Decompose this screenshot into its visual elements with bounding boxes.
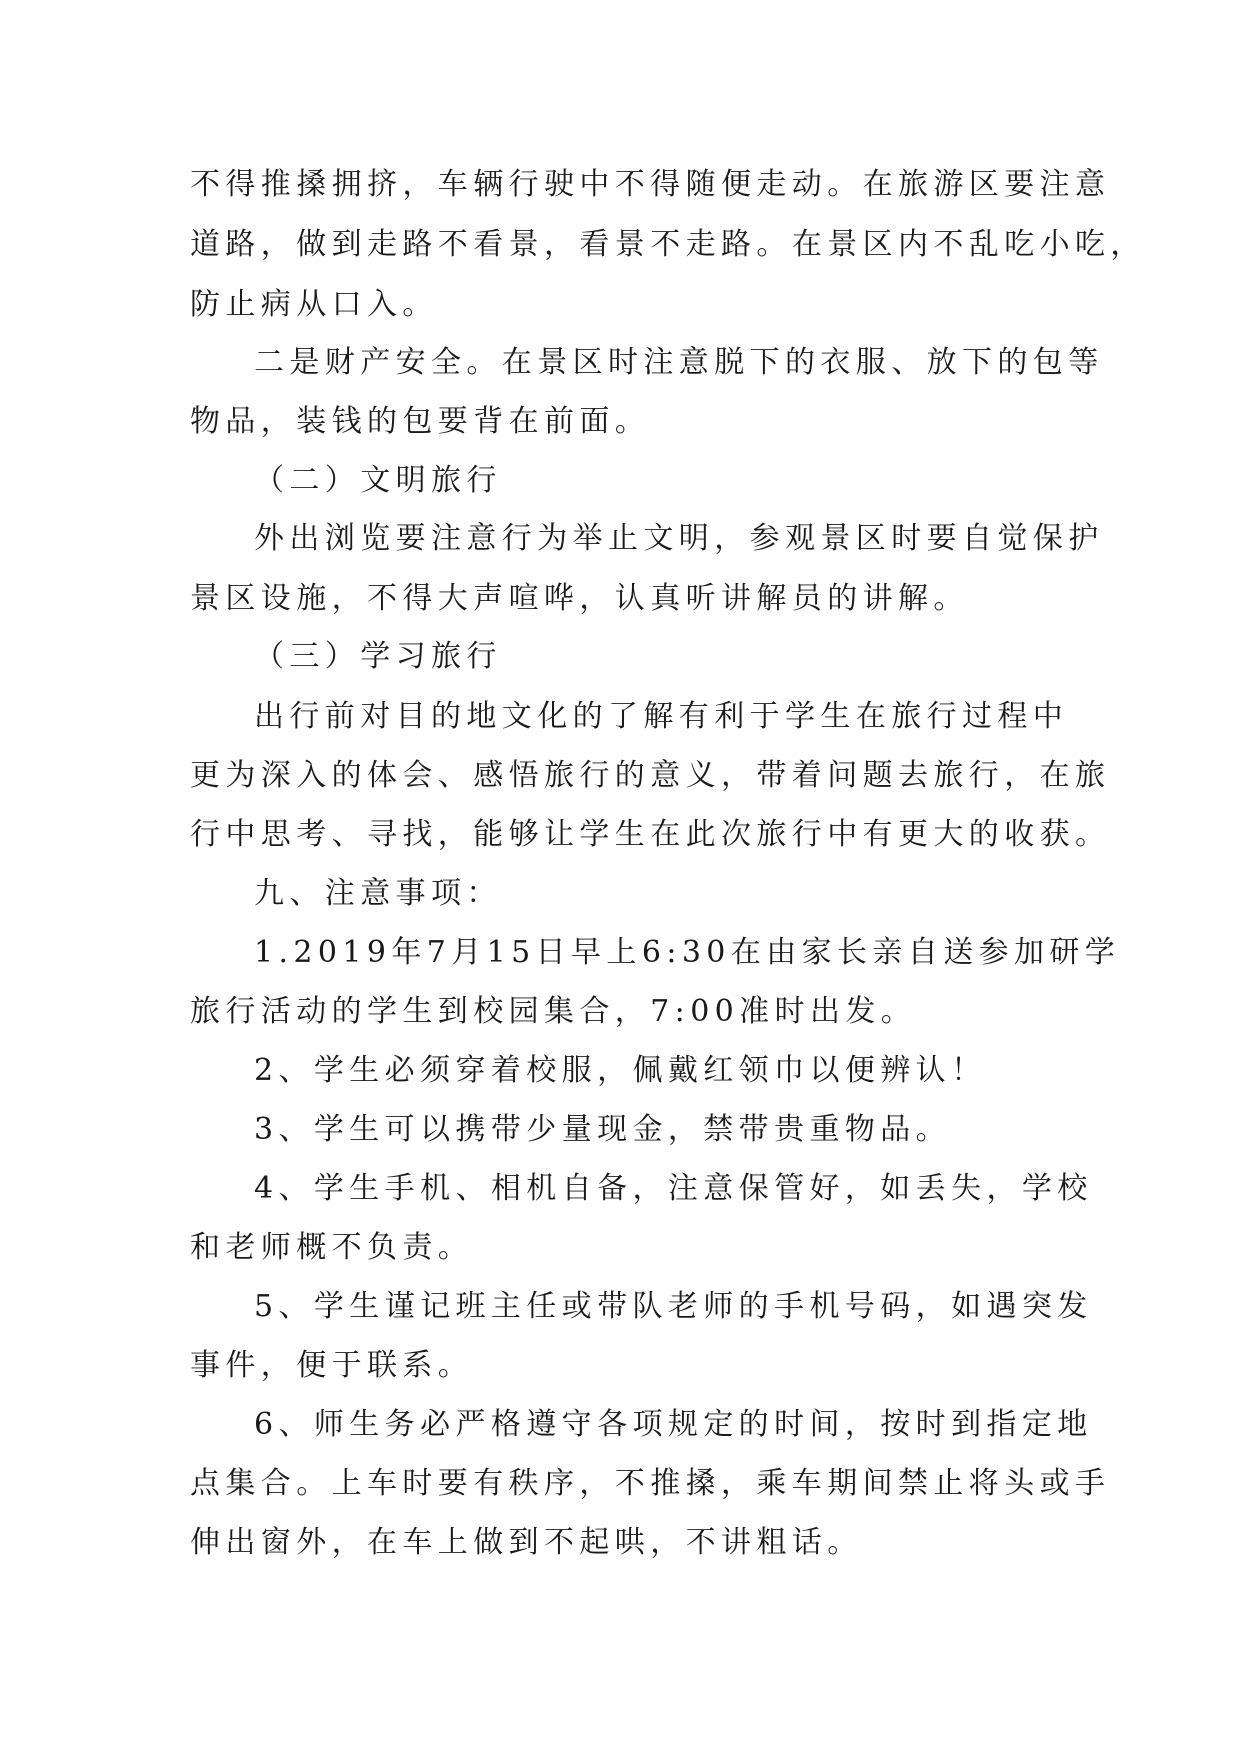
text-line: 防止病从口入。 [190,287,438,322]
list-item-line: 5、学生谨记班主任或带队老师的手机号码，如遇突发 [254,1289,1093,1324]
text-line: 伸出窗外，在车上做到不起哄，不讲粗话。 [190,1525,863,1560]
list-item-line: 3、学生可以携带少量现金，禁带贵重物品。 [254,1112,952,1147]
section-heading: 九、注意事项： [254,876,502,911]
section-heading: （二）文明旅行 [254,463,502,498]
paragraph-line: 出行前对目的地文化的了解有利于学生在旅行过程中 [254,699,1069,734]
list-item-line: 4、学生手机、相机自备，注意保管好，如丢失，学校 [254,1171,1093,1206]
list-item-line: 2、学生必须穿着校服，佩戴红领巾以便辨认！ [254,1053,987,1088]
text-line: 点集合。上车时要有秩序，不推搡，乘车期间禁止将头或手 [190,1466,1111,1501]
paragraph-line: 二是财产安全。在景区时注意脱下的衣服、放下的包等 [254,345,1104,380]
text-line: 旅行活动的学生到校园集合，7:00准时出发。 [190,994,917,1029]
text-line: 行中思考、寻找，能够让学生在此次旅行中有更大的收获。 [190,817,1111,852]
text-line: 更为深入的体会、感悟旅行的意义，带着问题去旅行，在旅 [190,758,1111,793]
paragraph-line: 外出浏览要注意行为举止文明，参观景区时要自觉保护 [254,521,1104,556]
text-line: 道路，做到走路不看景，看景不走路。在景区内不乱吃小吃， [190,227,1146,262]
list-item-line: 6、师生务必严格遵守各项规定的时间，按时到指定地 [254,1407,1093,1442]
text-line: 和老师概不负责。 [190,1230,474,1265]
list-item-line: 1.2019年7月15日早上6:30在由家长亲自送参加研学 [254,935,1121,970]
text-line: 物品，装钱的包要背在前面。 [190,404,651,439]
text-line: 不得推搡拥挤，车辆行驶中不得随便走动。在旅游区要注意 [190,167,1111,202]
text-line: 事件，便于联系。 [190,1348,474,1383]
text-line: 景区设施，不得大声喧哗，认真听讲解员的讲解。 [190,581,969,616]
section-heading: （三）学习旅行 [254,639,502,674]
